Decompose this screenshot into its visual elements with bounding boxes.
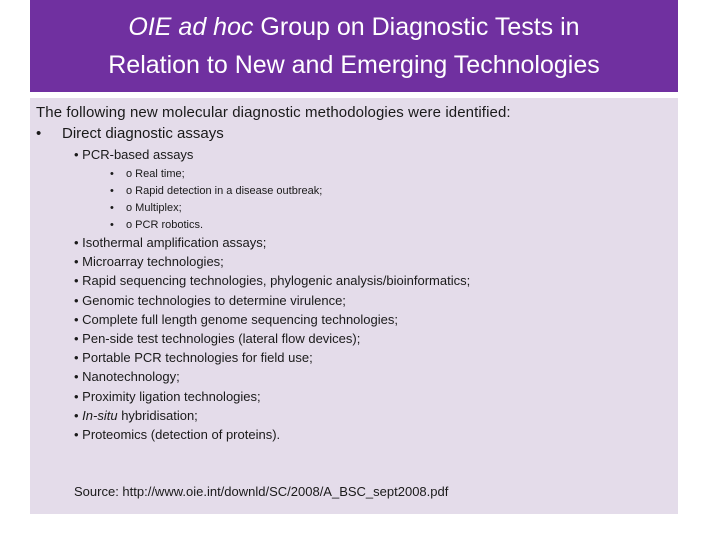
- title-italic-part: OIE ad hoc: [128, 13, 254, 41]
- list-item: • Portable PCR technologies for field use;: [74, 350, 313, 366]
- list-item: • Genomic technologies to determine virulence;: [74, 292, 346, 308]
- title-rest-line-1: Group on Diagnostic Tests in: [253, 13, 580, 41]
- bullet-icon: •: [110, 168, 114, 180]
- list-item: • In-situ hybridisation;: [74, 407, 198, 423]
- bullet-icon: •: [36, 125, 42, 142]
- title-line-1: [30, 8, 678, 46]
- list-item: • o PCR robotics.: [110, 217, 322, 234]
- intro-text: The following new molecular diagnostic methodologies were identified:: [36, 104, 511, 121]
- section-heading: [36, 125, 224, 142]
- list-item: • o Rapid detection in a disease outbreak;: [110, 183, 322, 200]
- list-item: • Microarray technologies;: [74, 254, 224, 270]
- source-citation: Source: http://www.oie.int/downld/SC/2008/A_BSC_sept2008.pdf: [74, 484, 449, 499]
- list-item: • Proximity ligation technologies;: [74, 388, 261, 404]
- title-line-2: Relation to New and Emerging Technologies: [108, 51, 600, 79]
- bullet-icon: •: [110, 185, 114, 197]
- list-item: • Rapid sequencing technologies, phylogenic analysis/bioinformatics;: [74, 273, 471, 289]
- bullet-icon: •: [110, 219, 114, 231]
- list-item: • Nanotechnology;: [74, 369, 180, 385]
- list-item: • o Multiplex;: [110, 200, 322, 217]
- content-box: [30, 98, 678, 514]
- list-item: • Complete full length genome sequencing technologies;: [74, 311, 398, 327]
- list-item: • Proteomics (detection of proteins).: [74, 427, 281, 443]
- pcr-heading: • PCR-based assays: [74, 147, 194, 162]
- list-item: • Pen-side test technologies (lateral flow devices);: [74, 331, 361, 347]
- list-item: • Isothermal amplification assays;: [74, 235, 267, 250]
- pcr-list: [110, 166, 322, 234]
- slide-title: [30, 0, 678, 92]
- bullet-icon: •: [110, 202, 114, 214]
- technology-list: [74, 233, 470, 444]
- section-label: Direct diagnostic assays: [62, 125, 224, 142]
- list-item: • o Real time;: [110, 166, 322, 183]
